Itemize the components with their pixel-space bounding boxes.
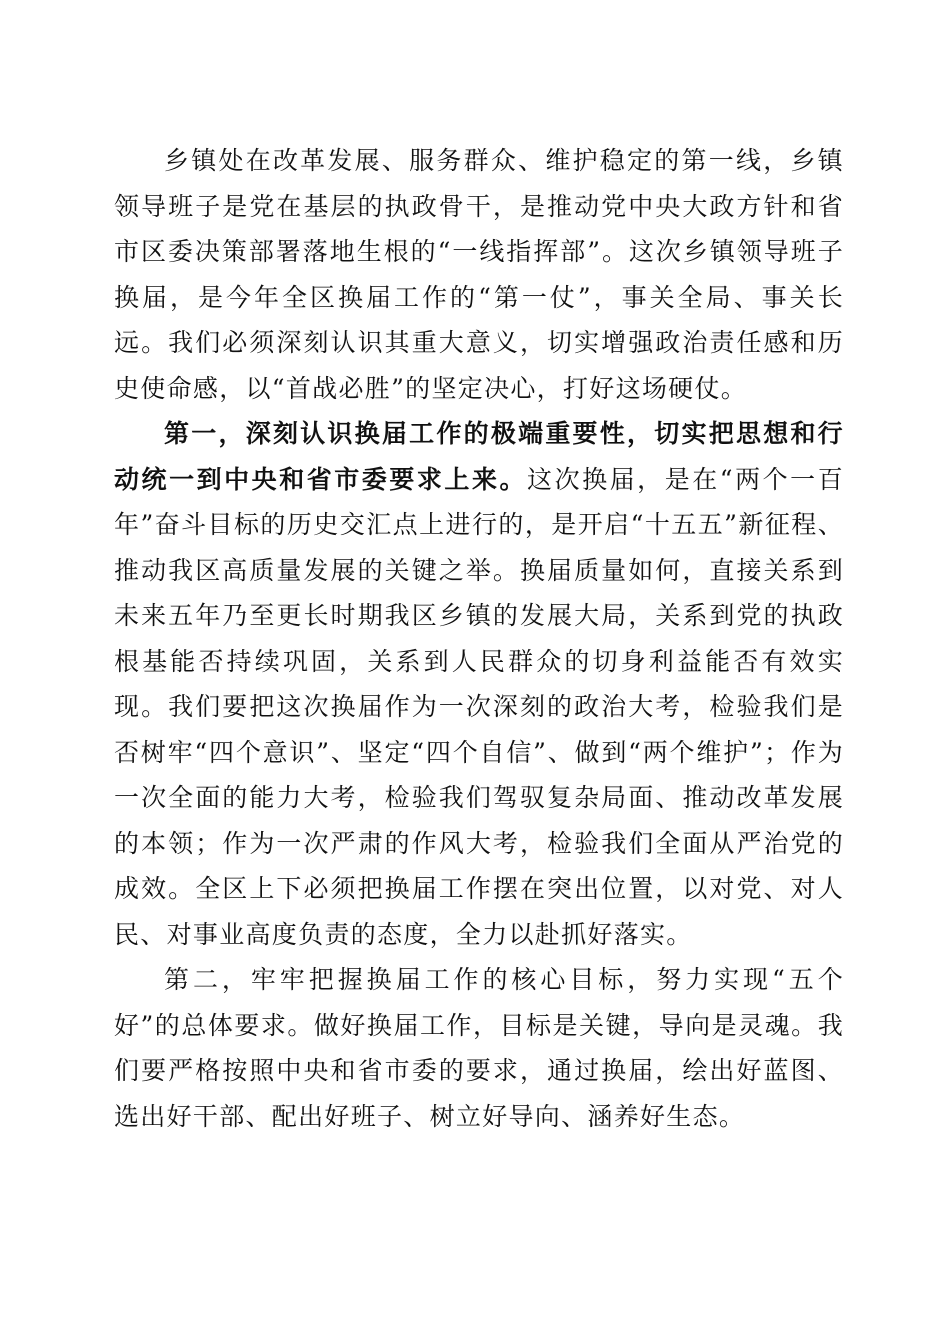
paragraph-point-one-text: 这次换届，是在“两个一百年”奋斗目标的历史交汇点上进行的，是开启“十五五”新征程、推动我区高质量发展的关键之举。换届质量如何，直接关系到未来五年乃至更长时期我区乡镇的发展大局，关系到党的执政根基能否持续巩固，关系到人民群众的切身利益能否有效实现。我们要把这次换届作为一次深刻的政治大考，检验我们是否树牢“四个意识”、坚定“四个自信”、做到“两个维护”；作为一次全面的能力大考，检验我们驾驭复杂局面、推动改革发展的本领；作为一次严肃的作风大考，检验我们全面从严治党的成效。全区上下必须把换届工作摆在突出位置，以对党、对人民、对事业高度负责的态度，全力以赴抓好落实。: [114, 464, 844, 949]
paragraph-point-two: [114, 957, 844, 1139]
paragraph-intro-text: 乡镇处在改革发展、服务群众、维护稳定的第一线，乡镇领导班子是党在基层的执政骨干，是推动党中央大政方针和省市区委决策部署落地生根的“一线指挥部”。这次乡镇领导班子换届，是今年全区换届工作的“第一仗”，事关全局、事关长远。我们必须深刻认识其重大意义，切实增强政治责任感和历史使命感，以“首战必胜”的坚定决心，打好这场硬仗。: [114, 146, 844, 403]
paragraph-point-two-text: 第二，牢牢把握换届工作的核心目标，努力实现“五个好”的总体要求。做好换届工作，目标是关键，导向是灵魂。我们要严格按照中央和省市委的要求，通过换届，绘出好蓝图、选出好干部、配出好班子、树立好导向、涵养好生态。: [114, 965, 844, 1131]
paragraph-point-one-heading: 第一，深刻认识换届工作的极端重要性，切实把思想和行动统一到中央和省市委要求上来。: [114, 419, 844, 494]
paragraph-intro: [114, 138, 844, 411]
document-body: [114, 138, 844, 1139]
paragraph-point-one: [114, 411, 844, 957]
